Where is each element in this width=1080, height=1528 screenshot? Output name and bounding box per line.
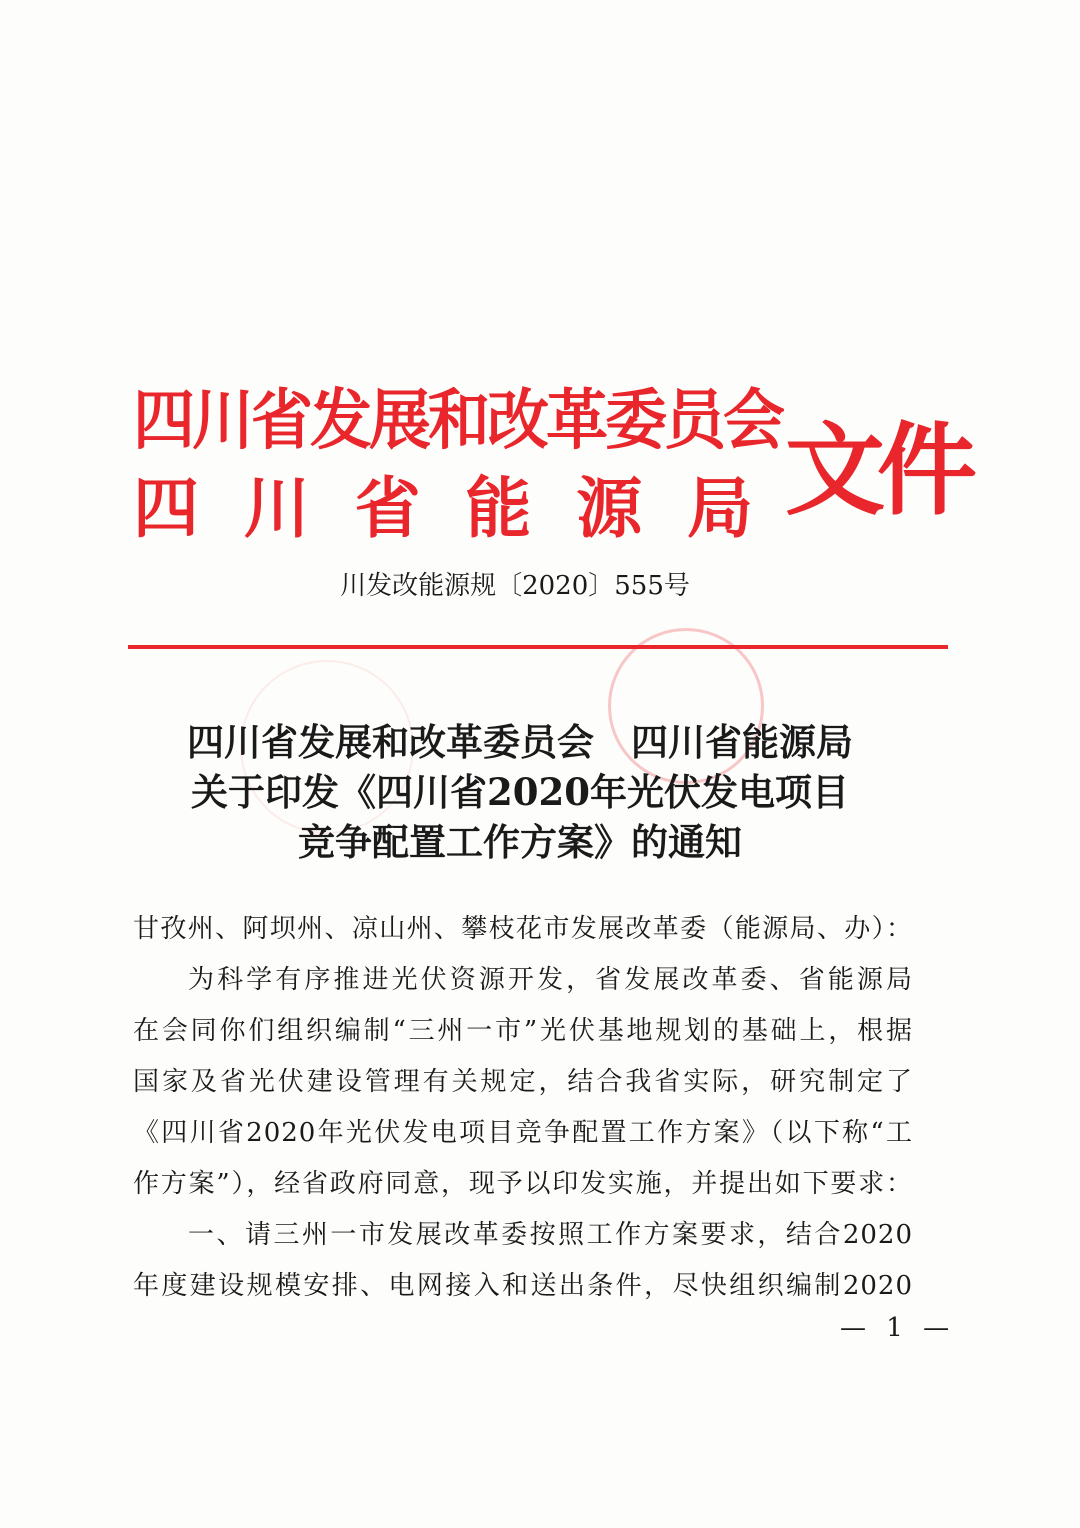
body-line: 国家及省光伏建设管理有关规定，结合我省实际，研究制定了 — [133, 1067, 913, 1097]
issuer-name-ndrc: 四川省发展和改革委员会 — [133, 381, 783, 459]
issuer-char: 川 — [243, 470, 310, 547]
salutation: 甘孜州、阿坝州、凉山州、攀枝花市发展改革委（能源局、办）： — [133, 914, 913, 944]
document-type: 文件 — [785, 412, 969, 529]
title-line: 竞争配置工作方案》的通知 — [298, 820, 742, 864]
issuer-char: 源 — [576, 470, 643, 547]
issuer-char: 省 — [354, 470, 421, 547]
body-line: 年度建设规模安排、电网接入和送出条件，尽快组织编制2020 — [133, 1271, 913, 1301]
body-line: 为科学有序推进光伏资源开发，省发展改革委、省能源局 — [188, 965, 913, 995]
issuer-char: 四 — [133, 470, 199, 547]
body-line: 在会同你们组织编制“三州一市”光伏基地规划的基础上，根据 — [133, 1016, 913, 1046]
issuer-name-energy-bureau — [133, 455, 753, 550]
title-line: 四川省发展和改革委员会 四川省能源局 — [187, 720, 853, 764]
body-line: 《四川省2020年光伏发电项目竞争配置工作方案》（以下称“工 — [133, 1118, 913, 1148]
page-number: — 1 — — [840, 1313, 956, 1343]
issuer-char: 能 — [465, 470, 532, 547]
issuer-char: 局 — [686, 470, 753, 547]
body-line: 作方案”），经省政府同意，现予以印发实施，并提出如下要求： — [133, 1169, 913, 1199]
document-number: 川发改能源规〔2020〕555号 — [340, 571, 690, 601]
body-line: 一、请三州一市发展改革委按照工作方案要求，结合2020 — [188, 1220, 913, 1250]
title-line: 关于印发《四川省2020年光伏发电项目 — [191, 770, 849, 814]
red-divider — [128, 645, 948, 649]
